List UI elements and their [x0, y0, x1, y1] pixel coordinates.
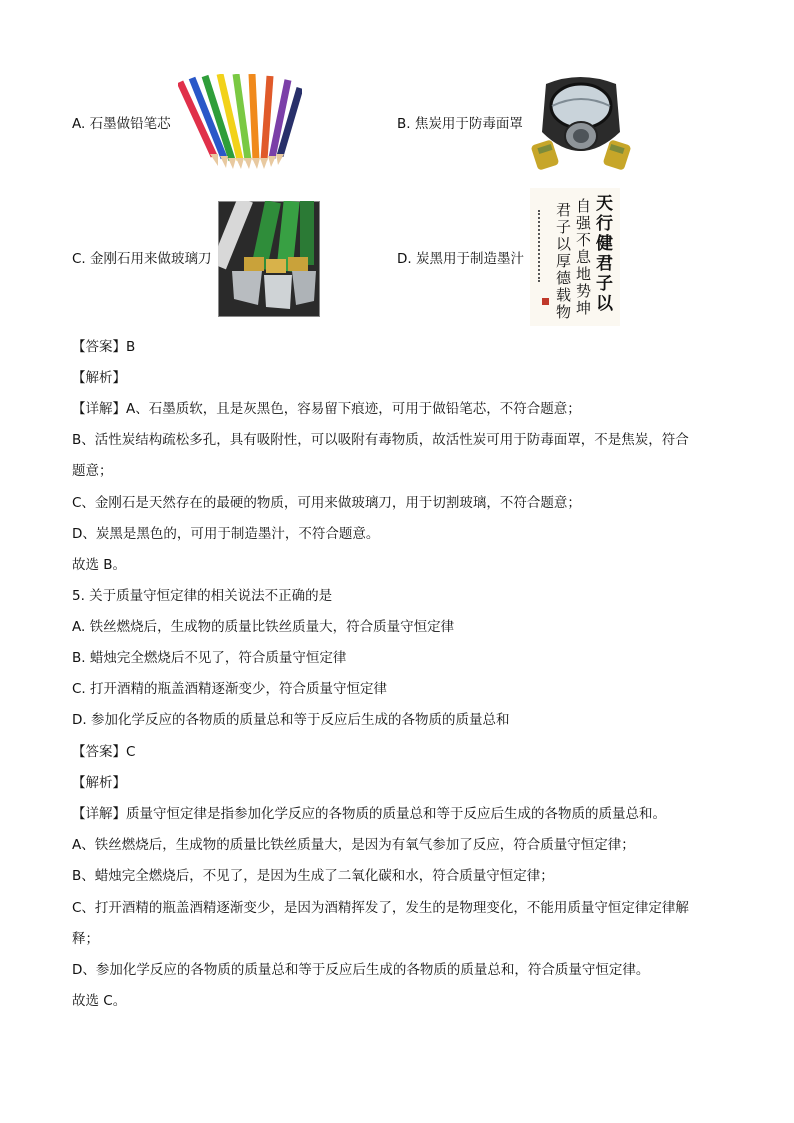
q4-answer: 【答案】B [72, 339, 136, 355]
q5-answer: 【答案】C [72, 744, 136, 760]
gas-mask-image [530, 72, 632, 174]
q5-detail-line-3: B、蜡烛完全燃烧后，不见了，是因为生成了二氧化碳和水，符合质量守恒定律； [72, 868, 554, 884]
q4-detail-line-3: 题意； [72, 463, 113, 479]
glass-cutter-image [218, 201, 320, 317]
seal-stamp [542, 298, 549, 305]
option-b: B. 焦炭用于防毒面罩 [397, 116, 523, 132]
q4-detail-line-5: D、炭黑是黑色的，可用于制造墨汁，不符合题意。 [72, 526, 380, 542]
calligraphy-col3: 君子以厚德载物 [556, 201, 572, 321]
q4-detail-line-2: B、活性炭结构疏松多孔，具有吸附性，可以吸附有毒物质，故活性炭可用于防毒面罩，不是焦炭，符合 [72, 432, 689, 448]
colored-pencils-image [178, 74, 302, 170]
q5-detail-line-4: C、打开酒精的瓶盖酒精逐渐变少，是因为酒精挥发了，发生的是物理变化，不能用质量守恒定律定律解 [72, 900, 689, 916]
calligraphy-inscription [538, 210, 544, 282]
q4-detail-line-4: C、金刚石是天然存在的最硬的物质，可用来做玻璃刀，用于切割玻璃，不符合题意； [72, 495, 581, 511]
calligraphy-col2: 自强不息地势坤 [576, 197, 592, 317]
q4-analysis-label: 【解析】 [72, 370, 126, 386]
calligraphy-col1: 天行健君子以 [596, 194, 613, 314]
q4-detail-line-1: 【详解】A、石墨质软，且是灰黑色，容易留下痕迹，可用于做铅笔芯，不符合题意； [72, 401, 581, 417]
q5-option-d: D. 参加化学反应的各物质的质量总和等于反应后生成的各物质的质量总和 [72, 712, 510, 728]
q5-option-c: C. 打开酒精的瓶盖酒精逐渐变少，符合质量守恒定律 [72, 681, 388, 697]
option-c: C. 金刚石用来做玻璃刀 [72, 251, 212, 267]
q5-analysis-label: 【解析】 [72, 775, 126, 791]
q5-detail-line-5: 释； [72, 931, 99, 947]
q5-detail-line-6: D、参加化学反应的各物质的质量总和等于反应后生成的各物质的质量总和，符合质量守恒定律。 [72, 962, 650, 978]
q5-stem: 5. 关于质量守恒定律的相关说法不正确的是 [72, 588, 333, 604]
q5-option-a: A. 铁丝燃烧后，生成物的质量比铁丝质量大，符合质量守恒定律 [72, 619, 455, 635]
q5-detail-line-2: A、铁丝燃烧后，生成物的质量比铁丝质量大，是因为有氧气参加了反应，符合质量守恒定律； [72, 837, 635, 853]
q5-option-b: B. 蜡烛完全燃烧后不见了，符合质量守恒定律 [72, 650, 347, 666]
option-d: D. 炭黑用于制造墨汁 [397, 251, 524, 267]
q5-detail-line-1: 【详解】质量守恒定律是指参加化学反应的各物质的质量总和等于反应后生成的各物质的质量总和。 [72, 806, 666, 822]
calligraphy-image [530, 188, 620, 326]
q5-conclusion: 故选 C。 [72, 993, 127, 1009]
option-a: A. 石墨做铅笔芯 [72, 116, 171, 132]
q4-conclusion: 故选 B。 [72, 557, 127, 573]
